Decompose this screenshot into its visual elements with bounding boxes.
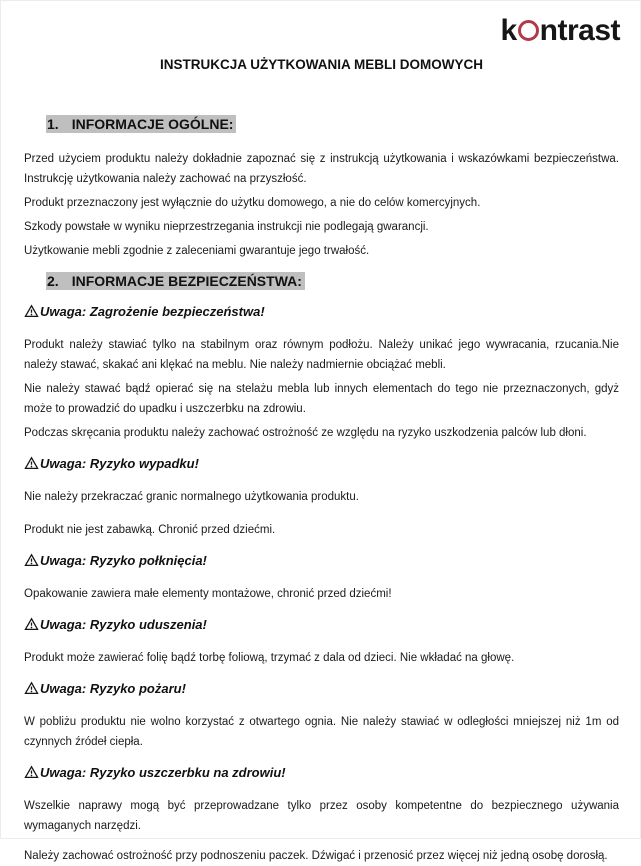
warning-triangle-icon [24,617,39,631]
warning-label: Uwaga: Ryzyko połknięcia! [40,553,207,568]
paragraph: Opakowanie zawiera małe elementy montażowe, chronić przed dziećmi! [24,588,392,600]
paragraph: Należy zachować ostrożność przy podnoszeniu paczek. Dźwigać i przenosić przez więcej niż jedną osobę dorosłą. [24,850,608,862]
warning-label: Uwaga: Ryzyko pożaru! [40,681,186,696]
paragraph: Nie należy przekraczać granic normalnego użytkowania produktu. [24,491,359,503]
warning-triangle-icon [24,553,39,567]
paragraph: Przed użyciem produktu należy dokładnie zapoznać się z instrukcją użytkowania i wskazówkami bezpieczeństwa. Instrukcję użytkowania należy zachować na przyszłość. [24,153,619,185]
section-number: 1. [47,116,59,132]
warning-heading [24,303,619,321]
logo-text-ntrast: ntrast [539,14,620,47]
warning-triangle-icon [24,456,39,470]
section-label: INFORMACJE BEZPIECZEŃSTWA: [71,273,302,289]
warning-heading [24,764,619,782]
warning-label: Uwaga: Ryzyko uszczerbku na zdrowiu! [40,765,286,780]
page-title: INSTRUKCJA UŻYTKOWANIA MEBLI DOMOWYCH [160,57,483,72]
warning-triangle-icon [24,681,39,695]
paragraph: Nie należy stawać bądź opierać się na stelażu mebla lub innych elementach do tego nie przeznaczonych, gdyż może to prowadzić do upadku i uszczerbku na zdrowiu. [24,383,619,415]
paragraph: Produkt nie jest zabawką. Chronić przed dziećmi. [24,524,276,536]
warning-label: Uwaga: Ryzyko uduszenia! [40,617,207,632]
paragraph: Produkt należy stawiać tylko na stabilnym oraz równym podłożu. Należy unikać jego wywracania, rzucania.Nie należy stawać, skakać ani klękać na meblu. Nie należy nadmiernie obciążać mebli. [24,339,619,371]
warning-heading [24,455,619,473]
logo-red-ring-icon [518,20,539,41]
paragraph: Produkt przeznaczony jest wyłącznie do użytku domowego, a nie do celów komercyjnych. [24,197,481,209]
paragraph: Podczas skręcania produktu należy zachować ostrożność ze względu na ryzyko uszkodzenia palców lub dłoni. [24,427,587,439]
paragraph: Użytkowanie mebli zgodnie z zaleceniami gwarantuje jego trwałość. [24,245,370,257]
kontrast-logo [500,13,620,49]
section-label: INFORMACJE OGÓLNE: [71,116,234,132]
paragraph: Produkt może zawierać folię bądź torbę foliową, trzymać z dala od dzieci. Nie wkładać na głowę. [24,652,515,664]
warning-label: Uwaga: Zagrożenie bezpieczeństwa! [40,304,265,319]
paragraph: Wszelkie naprawy mogą być przeprowadzane tylko przez osoby kompetentne do bezpiecznego używania wymaganych narzędzi. [24,800,619,832]
section-number: 2. [47,273,59,289]
paragraph: W pobliżu produktu nie wolno korzystać z otwartego ognia. Nie należy stawiać w odległości mniejszej niż 1m od czynnych źródeł ciepła. [24,716,619,748]
warning-triangle-icon [24,304,39,318]
logo-text-k: k [500,14,517,47]
section-heading-1 [46,114,619,134]
warning-label: Uwaga: Ryzyko wypadku! [40,456,199,471]
paragraph: Szkody powstałe w wyniku nieprzestrzegania instrukcji nie podlegają gwarancji. [24,221,429,233]
warning-triangle-icon [24,765,39,779]
warning-heading [24,680,619,698]
section-heading-2 [46,271,619,291]
warning-heading [24,616,619,634]
warning-heading [24,552,619,570]
